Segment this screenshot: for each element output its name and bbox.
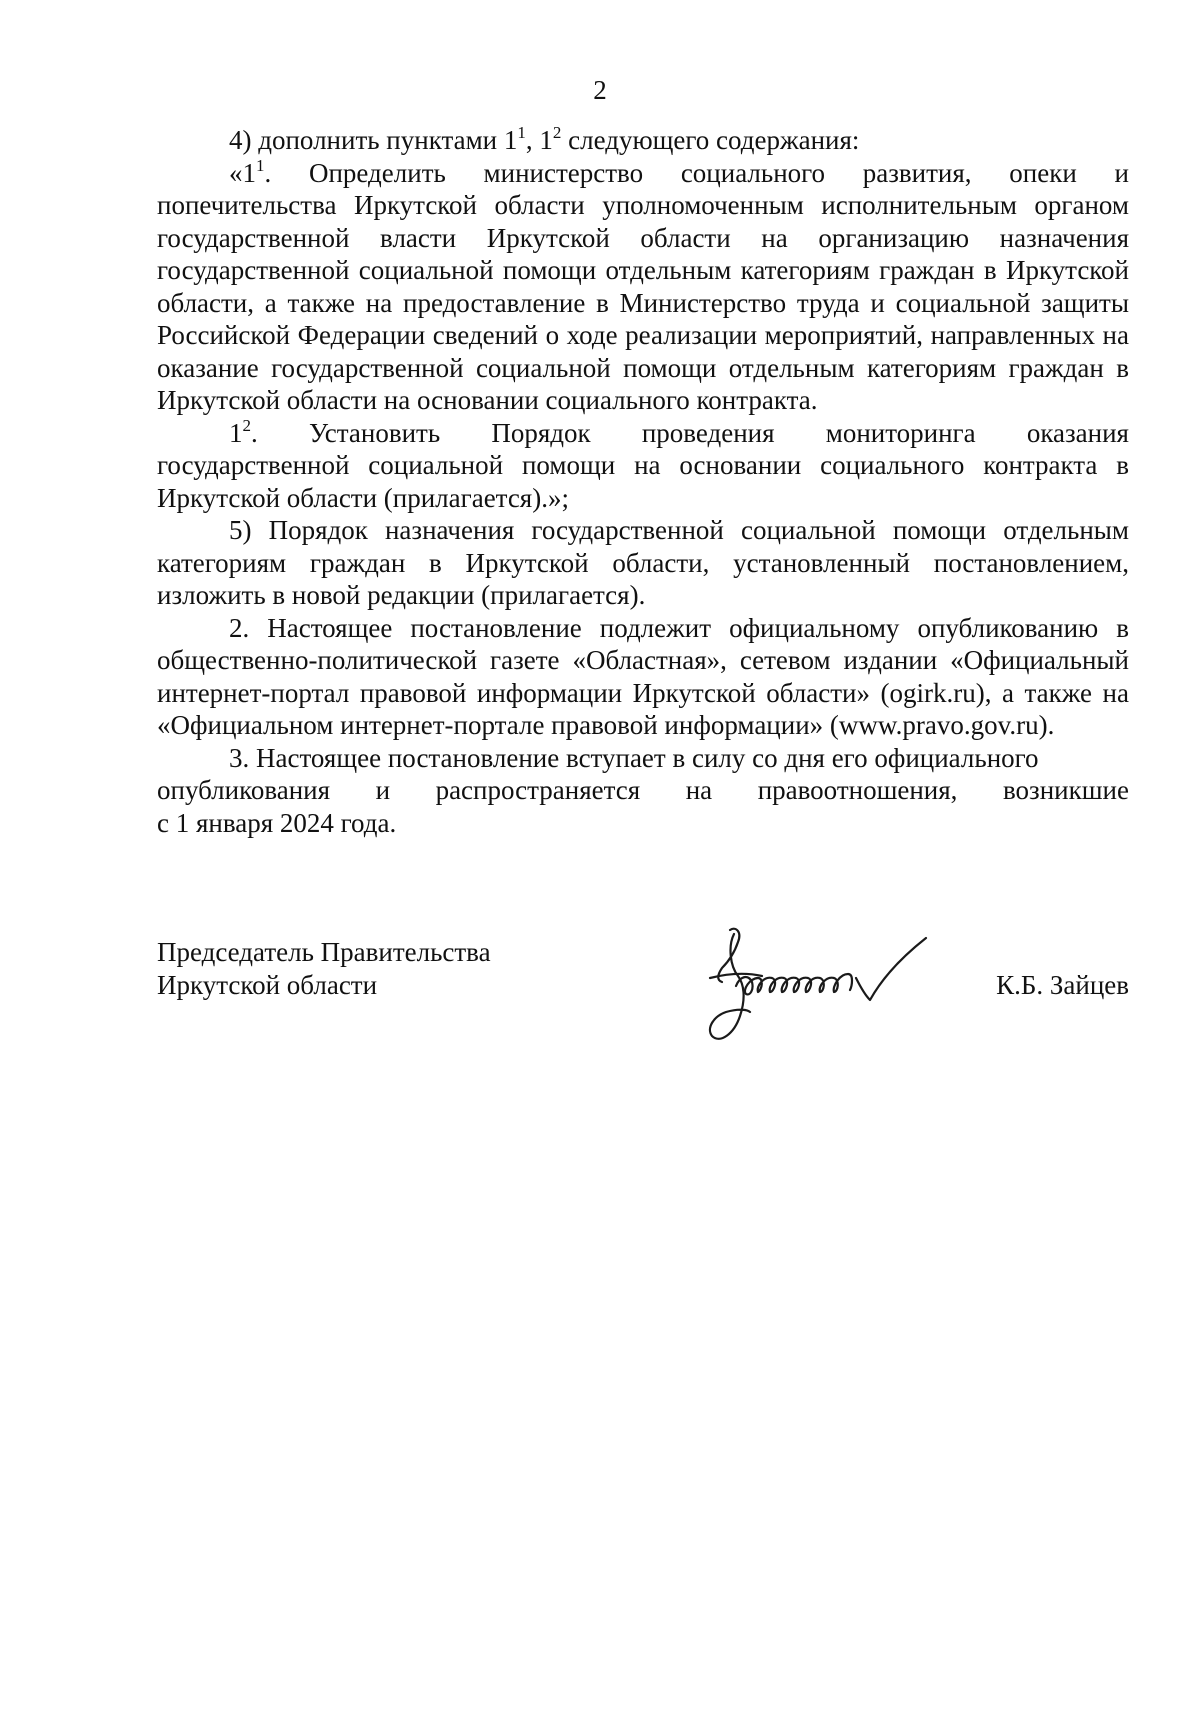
superscript: 2 bbox=[242, 415, 251, 435]
point-marker: $1^2$. bbox=[229, 415, 258, 448]
document-body bbox=[157, 124, 1129, 839]
handwritten-signature-icon bbox=[700, 916, 960, 1056]
paragraph-item-4 bbox=[157, 124, 1129, 157]
paragraph-point-1-1-text: попечительства Иркутской области уполномоченным исполнительным органом государственной власти Иркутской области на организацию назначения государственной социальной помощи отдельным категориям граждан в Иркутской области, а также на предоставление в Министерство труда и социальной защиты Российской Федерации сведений о ходе реализации мероприятий, направленных на оказание государственной социальной помощи отдельным категориям граждан в Иркутской области на основании социального контракта. bbox=[157, 190, 1129, 415]
word: и bbox=[1114, 157, 1129, 188]
word: опеки bbox=[1009, 157, 1077, 188]
word: распространяется bbox=[435, 775, 641, 805]
signatory-title-line-2: Иркутской области bbox=[157, 970, 378, 1000]
superscript: 1 bbox=[256, 155, 265, 175]
paragraph-clause-3-first-line: 3. Настоящее постановление вступает в силу со дня его официального bbox=[229, 742, 1039, 773]
paragraph-point-1-2-first-line bbox=[157, 417, 1129, 450]
paragraph-item-4-text-c: следующего содержания: bbox=[561, 125, 860, 155]
superscript: 2 bbox=[552, 123, 562, 142]
word: министерство bbox=[483, 157, 644, 188]
superscript: 1 bbox=[517, 123, 526, 142]
paragraph-clause-3 bbox=[157, 742, 1129, 840]
paragraph-point-1-1-first-line bbox=[157, 157, 1129, 190]
page-number: 2 bbox=[593, 75, 607, 105]
word: и bbox=[375, 775, 391, 805]
paragraph-clause-3-last-line: с 1 января 2024 года. bbox=[157, 807, 397, 838]
word: возникшие bbox=[1002, 775, 1129, 805]
paragraph-item-4-text-a: 4) дополнить пунктами 1 bbox=[229, 125, 518, 155]
word: мониторинга bbox=[825, 417, 976, 448]
word: развития, bbox=[862, 157, 972, 188]
signatory-title bbox=[157, 936, 491, 1002]
paragraph-point-1-1 bbox=[157, 157, 1129, 417]
paragraph-point-1-2-text: государственной социальной помощи на основании социального контракта в Иркутской области (прилагается).»; bbox=[157, 450, 1129, 513]
word: правоотношения, bbox=[757, 775, 958, 805]
word: опубликования bbox=[157, 775, 331, 805]
word: социального bbox=[680, 157, 826, 188]
paragraph-clause-2: 2. Настоящее постановление подлежит официальному опубликованию в общественно-политической газете «Областная», сетевом издании «Официальный интернет-портал правовой информации Иркутской области» (ogirk.ru), а также на «Официальном интернет-портале правовой информации» (www.pravo.gov.ru). bbox=[157, 612, 1129, 740]
word: Определить bbox=[308, 157, 446, 188]
paragraph-point-1-2 bbox=[157, 417, 1129, 515]
word: проведения bbox=[641, 417, 775, 448]
word: на bbox=[685, 775, 713, 805]
paragraph-item-5: 5) Порядок назначения государственной социальной помощи отдельным категориям граждан в Иркутской области, установленный постановлением, изложить в новой редакции (прилагается). bbox=[157, 515, 1129, 610]
signatory-name: К.Б. Зайцев bbox=[996, 970, 1129, 1000]
word: оказания bbox=[1026, 417, 1129, 448]
paragraph-clause-3-second-line bbox=[157, 774, 1129, 807]
point-marker: «$1^1$. bbox=[229, 155, 272, 188]
word: Установить bbox=[308, 417, 441, 448]
signatory-title-line-1: Председатель Правительства bbox=[157, 937, 491, 967]
paragraph-item-4-text-b: , 1 bbox=[525, 125, 553, 155]
word: Порядок bbox=[491, 417, 591, 448]
